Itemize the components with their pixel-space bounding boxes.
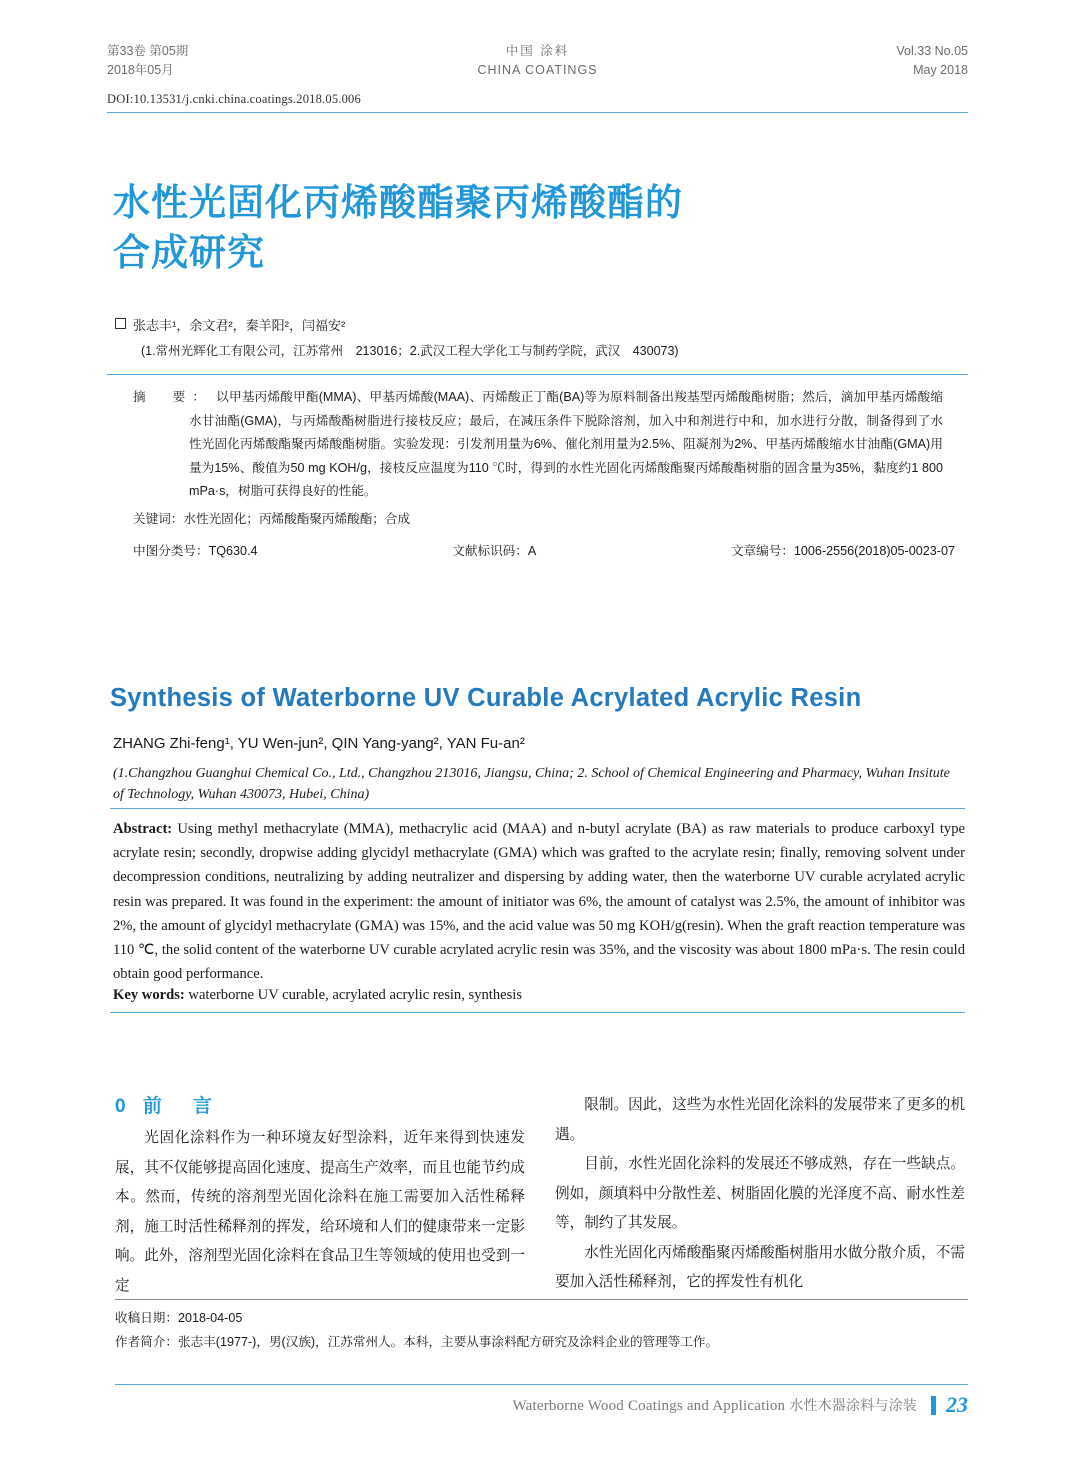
keywords-en	[113, 983, 965, 1007]
authors-cn	[115, 315, 955, 334]
paragraph: 限制。因此，这些为水性光固化涂料的发展带来了更多的机遇。	[555, 1097, 965, 1143]
section-number: 0	[115, 1096, 132, 1117]
section-title: 前 言	[142, 1096, 218, 1117]
abstract-en	[113, 817, 965, 986]
authors-en: ZHANG Zhi-feng¹, YU Wen-jun², QIN Yang-yang², YAN Fu-an²	[113, 735, 525, 752]
volume-issue-en: Vol.33 No.05	[896, 44, 968, 58]
divider-abstract-cn	[107, 374, 968, 375]
keywords-cn: 关键词：水性光固化；丙烯酸酯聚丙烯酸酯；合成	[133, 512, 411, 526]
page-title-cn	[113, 178, 953, 278]
section-heading	[115, 1091, 218, 1118]
received-date: 收稿日期：2018-04-05	[115, 1311, 243, 1325]
divider-abstract-en-bottom	[110, 1012, 965, 1013]
page-title-en: Synthesis of Waterborne UV Curable Acrylated Acrylic Resin	[110, 684, 862, 712]
affiliation-en: (1.Changzhou Guanghui Chemical Co., Ltd., Changzhou 213016, Jiangsu, China; 2. School of Chemical Engineering and Pharmacy, Wuhan Insitute of Technology, Wuhan 430073, Hubei, China)	[113, 766, 950, 802]
divider-footer	[115, 1384, 968, 1385]
authors-cn-text: 张志丰¹，余文君²，秦羊阳²，闫福安²	[133, 318, 346, 333]
footer-section-name-cn: 水性木器涂料与涂装	[789, 1397, 917, 1413]
page-number: 23	[946, 1392, 968, 1417]
affiliation-cn: (1.常州光辉化工有限公司，江苏常州 213016；2.武汉工程大学化工与制药学院，武汉 430073)	[141, 344, 679, 358]
page-footer	[115, 1392, 968, 1418]
keywords-en-text: waterborne UV curable, acrylated acrylic resin, synthesis	[184, 987, 523, 1003]
date-en: May 2018	[913, 63, 968, 77]
running-head-right	[738, 42, 968, 80]
page-title-cn-line1: 水性光固化丙烯酸酯聚丙烯酸酯的	[113, 181, 683, 224]
journal-name-en: CHINA COATINGS	[477, 63, 598, 77]
divider-top	[107, 112, 968, 113]
doi-text: DOI:10.13531/j.cnki.china.coatings.2018.05.006	[107, 92, 361, 106]
paragraph: 光固化涂料作为一种环境友好型涂料，近年来得到快速发展，其不仅能够提高固化速度、提高生产效率，而且也能节约成本。然而，传统的溶剂型光固化涂料在施工需要加入活性稀释剂，施工时活性稀释剂的挥发，给环境和人们的健康带来一定影响。此外，溶剂型光固化涂料在食品卫生等领域的使用也受到一定	[115, 1130, 525, 1294]
abstract-cn-label: 摘 要：	[133, 390, 213, 404]
abstract-cn-text: 以甲基丙烯酸甲酯(MMA)、甲基丙烯酸(MAA)、丙烯酸正丁酯(BA)等为原料制备出羧基型丙烯酸酯树脂；然后，滴加甲基丙烯酸缩水甘油酯(GMA)，与丙烯酸酯树脂进行接枝反应；最后，在减压条件下脱除溶剂，加入中和剂进行中和，加水进行分散，制备得到了水性光固化丙烯酸酯聚丙烯酸酯树脂。实验发现：引发剂用量为6%、催化剂用量为2.5%、阻凝剂为2%、甲基丙烯酸缩水甘油酯(GMA)用量为15%、酸值为50 mg KOH/g，接枝反应温度为110 ℃时，得到的水性光固化丙烯酸酯聚丙烯酸酯树脂的固含量为35%，黏度约1 800 mPa·s，树脂可获得良好的性能。	[189, 390, 944, 498]
divider-abstract-en-top	[110, 808, 965, 809]
body-column-right	[555, 1091, 965, 1298]
page-title-cn-line2: 合成研究	[113, 231, 265, 274]
divider-footnote	[115, 1299, 968, 1300]
author-bio: 作者简介：张志丰(1977-)，男(汉族)，江苏常州人。本科，主要从事涂料配方研究及涂料企业的管理等工作。	[115, 1335, 719, 1349]
footnotes	[115, 1306, 968, 1354]
journal-name-cn: 中国 涂料	[505, 44, 570, 58]
abstract-cn	[133, 386, 943, 504]
page-number-bar	[931, 1396, 936, 1415]
bullet-square-icon	[115, 318, 126, 329]
running-head-center	[388, 42, 688, 80]
abstract-en-text: Using methyl methacrylate (MMA), methacrylic acid (MAA) and n-butyl acrylate (BA) as raw materials to produce carboxyl type acrylate resin; secondly, dropwise adding glycidyl methacrylate (GMA) which was grafted to the acrylate resin; finally, removing solvent under decompression conditions, neutralizing by adding neutralizer and dispersing by adding water, then the waterborne UV curable acrylated acrylic resin was prepared. It was found in the experiment: the amount of initiator was 6%, the amount of catalyst was 2.5%, the amount of inhibitor was 2%, the amount of glycidyl methacrylate (GMA) was 15%, and the acid value was 50 mg KOH/g(resin). When the graft reaction temperature was 110 ℃, the solid content of the waterborne UV curable acrylated acrylic resin was 35%, and the viscosity was about 1800 mPa·s. The resin could obtain good performance.	[113, 821, 965, 983]
paragraph: 目前，水性光固化涂料的发展还不够成熟，存在一些缺点。例如，颜填料中分散性差、树脂固化膜的光泽度不高、耐水性差等，制约了其发展。	[555, 1156, 965, 1231]
paragraph: 水性光固化丙烯酸酯聚丙烯酸酯树脂用水做分散介质，不需要加入活性稀释剂，它的挥发性有机化	[555, 1244, 965, 1290]
date-cn: 2018年05月	[107, 63, 174, 77]
clc-number: 中图分类号：TQ630.4	[133, 544, 258, 558]
running-head	[107, 42, 968, 80]
footer-section-name-en: Waterborne Wood Coatings and Application	[512, 1398, 786, 1414]
body-column-left	[115, 1124, 525, 1301]
page-content	[107, 0, 968, 1459]
classification-line	[133, 540, 955, 559]
running-head-left	[107, 42, 337, 80]
document-code: 文献标识码：A	[452, 544, 537, 558]
article-id: 文章编号：1006-2556(2018)05-0023-07	[730, 544, 955, 558]
volume-issue-cn: 第33卷 第05期	[107, 44, 189, 58]
footer-section-name	[512, 1395, 917, 1415]
abstract-en-label: Abstract:	[113, 821, 173, 837]
keywords-en-label: Key words:	[113, 987, 185, 1003]
